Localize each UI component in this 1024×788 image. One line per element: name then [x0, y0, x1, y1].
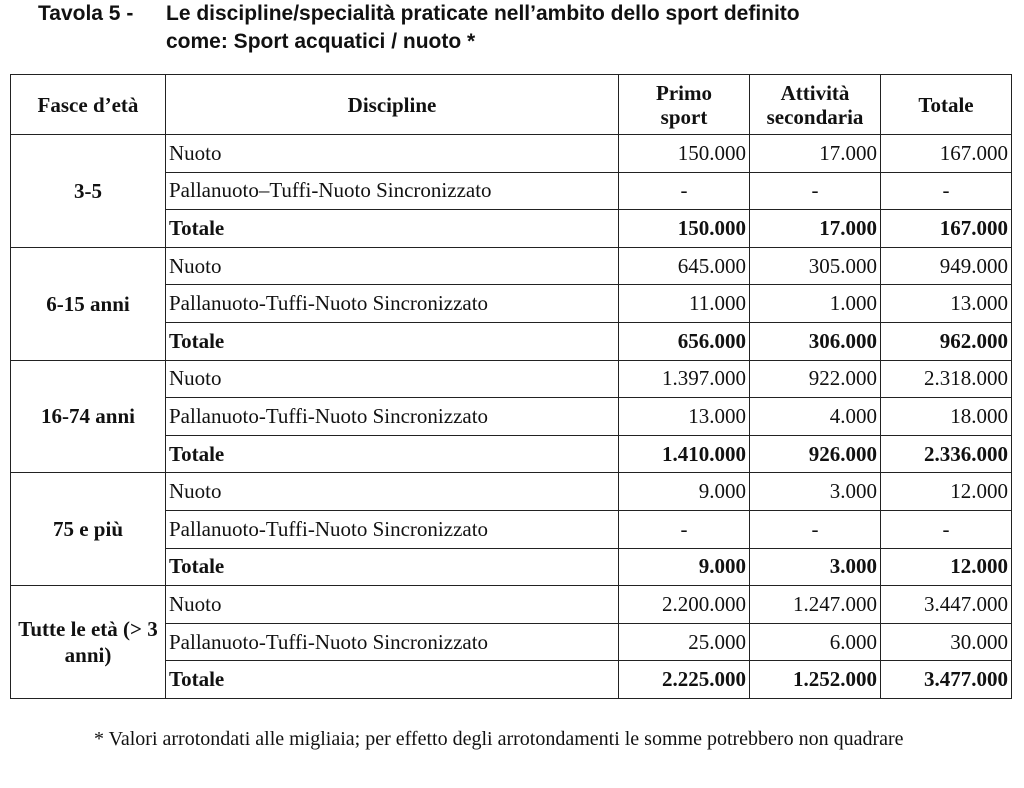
total-cell: 13.000 [881, 285, 1012, 323]
discipline-cell: Pallanuoto-Tuffi-Nuoto Sincronizzato [166, 398, 619, 436]
title-line-2: come: Sport acquatici / nuoto * [166, 30, 476, 53]
discipline-cell: Totale [166, 210, 619, 248]
total-cell: - [881, 172, 1012, 210]
secondary-activity-cell: 4.000 [750, 398, 881, 436]
secondary-activity-cell: 306.000 [750, 322, 881, 360]
first-sport-cell: 1.397.000 [619, 360, 750, 398]
secondary-activity-cell: - [750, 172, 881, 210]
header-total: Totale [881, 75, 1012, 135]
discipline-cell: Pallanuoto-Tuffi-Nuoto Sincronizzato [166, 285, 619, 323]
table-row [11, 473, 1012, 511]
first-sport-cell: - [619, 172, 750, 210]
discipline-cell: Totale [166, 661, 619, 699]
title-prefix: Tavola 5 - [38, 2, 134, 25]
first-sport-cell: 13.000 [619, 398, 750, 436]
age-band-cell: 6-15 anni [11, 247, 166, 360]
first-sport-cell: 1.410.000 [619, 435, 750, 473]
age-band-cell: 16-74 anni [11, 360, 166, 473]
age-band-cell: 3-5 [11, 135, 166, 248]
secondary-activity-cell: 3.000 [750, 548, 881, 586]
header-row [11, 75, 1012, 135]
secondary-activity-cell: 922.000 [750, 360, 881, 398]
total-cell: 12.000 [881, 473, 1012, 511]
age-band-cell: Tutte le età (> 3 anni) [11, 586, 166, 699]
secondary-activity-cell: 3.000 [750, 473, 881, 511]
total-cell: 167.000 [881, 210, 1012, 248]
total-cell: 3.477.000 [881, 661, 1012, 699]
header-discipline: Discipline [166, 75, 619, 135]
first-sport-cell: 150.000 [619, 135, 750, 173]
secondary-activity-cell: - [750, 510, 881, 548]
first-sport-cell: 2.225.000 [619, 661, 750, 699]
discipline-cell: Nuoto [166, 247, 619, 285]
secondary-activity-cell: 17.000 [750, 210, 881, 248]
discipline-cell: Nuoto [166, 586, 619, 624]
discipline-cell: Totale [166, 548, 619, 586]
total-cell: 30.000 [881, 623, 1012, 661]
discipline-cell: Nuoto [166, 473, 619, 511]
title-line1-text: Le discipline/specialità praticate nell’ambito dello sport definito [166, 2, 800, 25]
secondary-activity-cell: 17.000 [750, 135, 881, 173]
header-secondary-activity: Attività secondaria [750, 75, 881, 135]
discipline-cell: Nuoto [166, 135, 619, 173]
secondary-activity-cell: 926.000 [750, 435, 881, 473]
first-sport-cell: - [619, 510, 750, 548]
discipline-cell: Pallanuoto-Tuffi-Nuoto Sincronizzato [166, 510, 619, 548]
total-cell: 962.000 [881, 322, 1012, 360]
total-cell: 12.000 [881, 548, 1012, 586]
first-sport-cell: 9.000 [619, 473, 750, 511]
total-cell: 18.000 [881, 398, 1012, 436]
header-first-sport: Primo sport [619, 75, 750, 135]
discipline-cell: Pallanuoto-Tuffi-Nuoto Sincronizzato [166, 623, 619, 661]
total-cell: 167.000 [881, 135, 1012, 173]
secondary-activity-cell: 6.000 [750, 623, 881, 661]
first-sport-cell: 2.200.000 [619, 586, 750, 624]
total-cell: 3.447.000 [881, 586, 1012, 624]
title-line-1 [38, 0, 800, 28]
secondary-activity-cell: 1.252.000 [750, 661, 881, 699]
age-band-cell: 75 e più [11, 473, 166, 586]
secondary-activity-cell: 1.000 [750, 285, 881, 323]
first-sport-cell: 11.000 [619, 285, 750, 323]
table-row [11, 247, 1012, 285]
first-sport-cell: 150.000 [619, 210, 750, 248]
secondary-activity-cell: 305.000 [750, 247, 881, 285]
table-row [11, 135, 1012, 173]
total-cell: 949.000 [881, 247, 1012, 285]
table-row [11, 360, 1012, 398]
first-sport-cell: 656.000 [619, 322, 750, 360]
sports-table [10, 74, 1012, 699]
first-sport-cell: 25.000 [619, 623, 750, 661]
total-cell: 2.318.000 [881, 360, 1012, 398]
total-cell: - [881, 510, 1012, 548]
first-sport-cell: 645.000 [619, 247, 750, 285]
discipline-cell: Pallanuoto–Tuffi-Nuoto Sincronizzato [166, 172, 619, 210]
table-title [38, 0, 1018, 56]
table-body [11, 135, 1012, 699]
table-row [11, 586, 1012, 624]
discipline-cell: Nuoto [166, 360, 619, 398]
header-age-band: Fasce d’età [11, 75, 166, 135]
discipline-cell: Totale [166, 322, 619, 360]
total-cell: 2.336.000 [881, 435, 1012, 473]
discipline-cell: Totale [166, 435, 619, 473]
first-sport-cell: 9.000 [619, 548, 750, 586]
secondary-activity-cell: 1.247.000 [750, 586, 881, 624]
footnote: * Valori arrotondati alle migliaia; per effetto degli arrotondamenti le somme potrebbero non quadrare [94, 728, 904, 750]
